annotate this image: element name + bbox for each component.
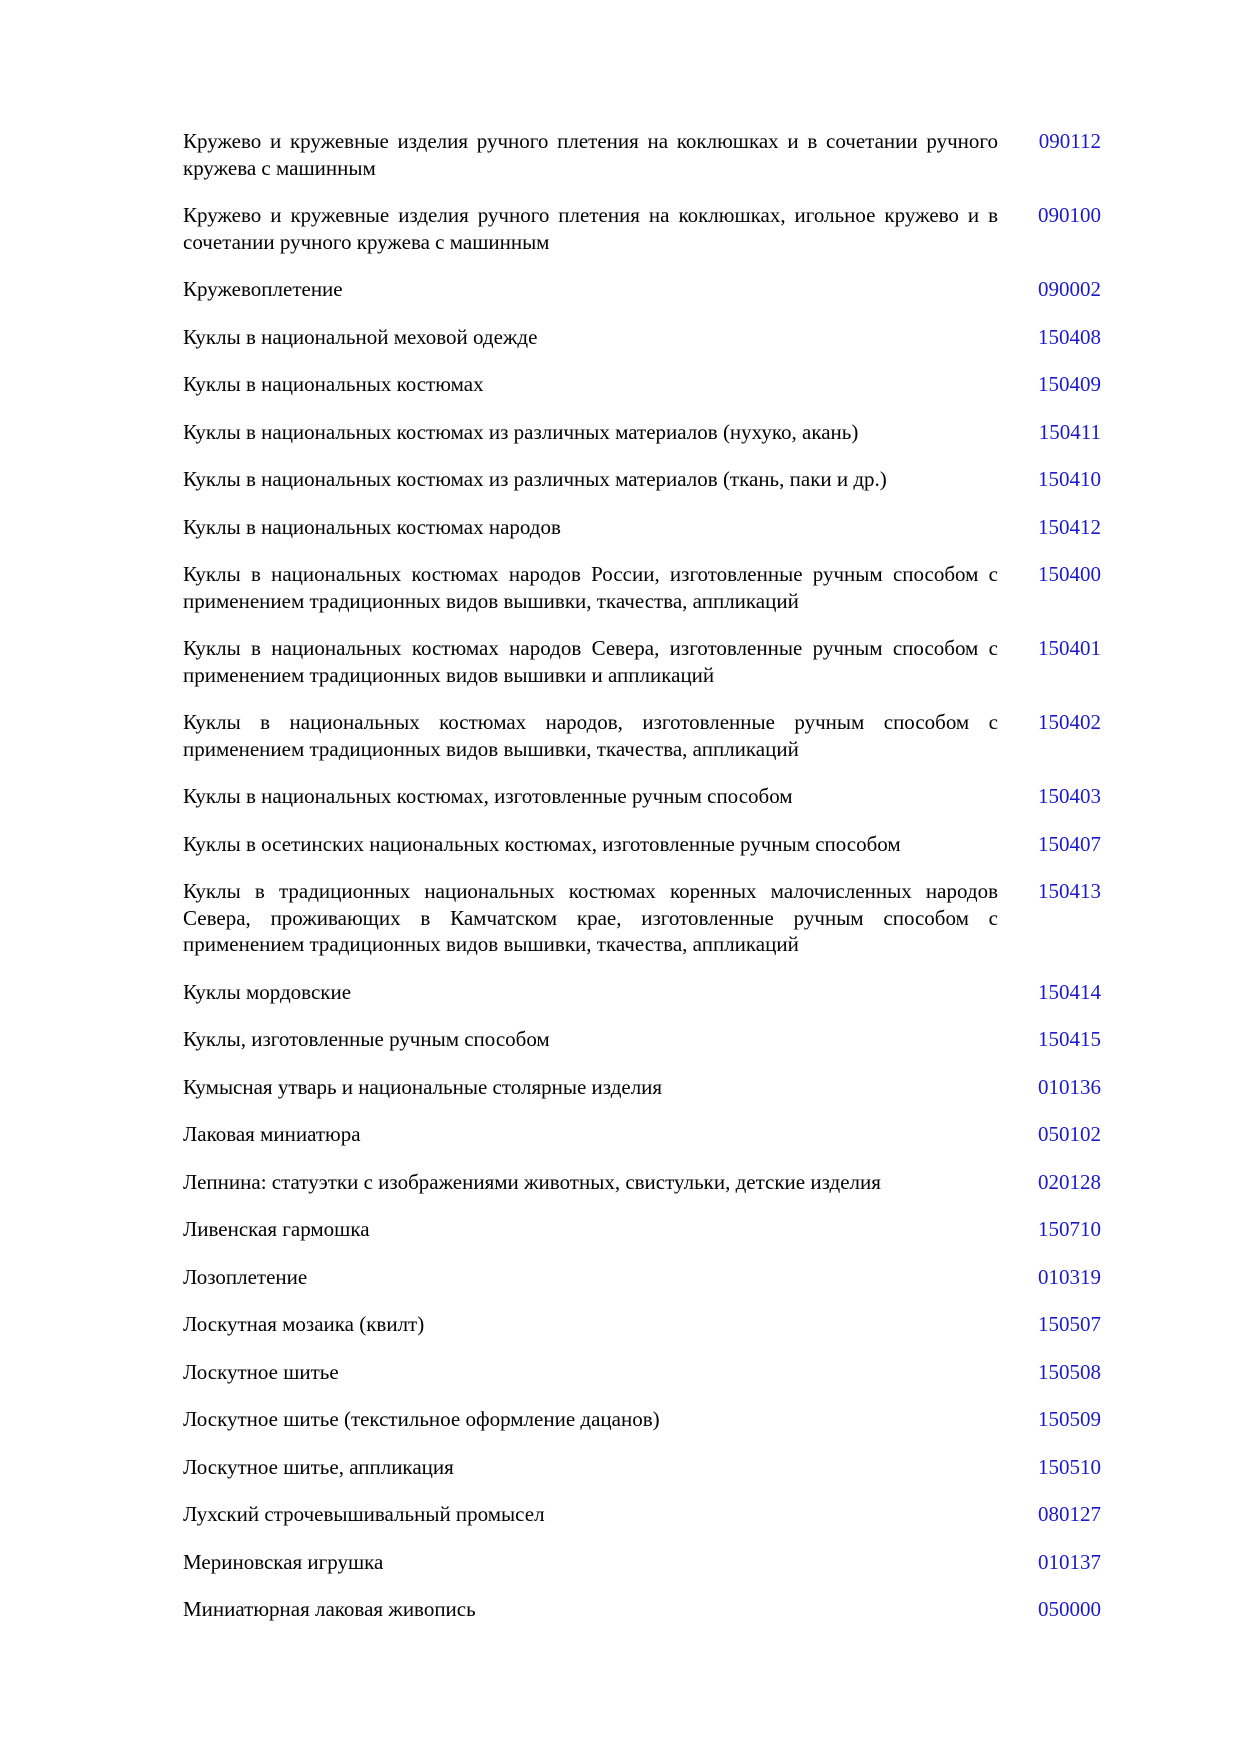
list-item (183, 1264, 1113, 1291)
entry-name: Куклы в национальных костюмах, изготовленные ручным способом (183, 784, 793, 808)
list-item (183, 276, 1113, 303)
list-item (183, 514, 1113, 541)
entry-name: Куклы в осетинских национальных костюмах, изготовленные ручным способом (183, 831, 901, 856)
entry-code-link[interactable]: 010136 (1038, 1074, 1101, 1099)
entry-code-link[interactable]: 150509 (1038, 1407, 1101, 1431)
entry-code-link[interactable]: 080127 (1038, 1502, 1101, 1526)
entry-name: Лоскутное шитье (текстильное оформление дацанов) (183, 1407, 660, 1431)
entry-name: Куклы в национальных костюмах народов, изготовленные ручным способом с применением традиционных видов вышивки, ткачества, аппликаций (183, 710, 998, 761)
entry-code-link[interactable]: 150415 (1038, 1027, 1101, 1051)
entry-code-link[interactable]: 050000 (1038, 1597, 1101, 1621)
entry-name: Куклы в национальных костюмах народов Севера, изготовленные ручным способом с применением традиционных видов вышивки и аппликаций (183, 636, 998, 687)
entry-code-link[interactable]: 150710 (1038, 1217, 1101, 1241)
list-item (183, 1501, 1113, 1528)
list-item (183, 419, 1113, 446)
list-item (183, 561, 1113, 614)
entry-code-link[interactable]: 150507 (1038, 1312, 1101, 1336)
entry-name: Куклы в национальных костюмах народов России, изготовленные ручным способом с применением традиционных видов вышивки, ткачества, аппликаций (183, 562, 998, 613)
entry-name: Ливенская гармошка (183, 1217, 370, 1241)
entry-name: Лухский строчевышивальный промысел (183, 1502, 545, 1526)
list-item (183, 1074, 1113, 1101)
entry-code-link[interactable]: 090112 (1038, 129, 1101, 153)
entry-name: Кружевоплетение (183, 277, 343, 301)
entry-name: Лоскутное шитье, аппликация (183, 1454, 454, 1479)
entry-name: Лепнина: статуэтки с изображениями животных, свистульки, детские изделия (183, 1169, 881, 1194)
entry-code-link[interactable]: 150408 (1038, 324, 1101, 349)
entry-code-link[interactable]: 150510 (1038, 1454, 1101, 1479)
entry-name: Лоскутное шитье (183, 1359, 339, 1384)
entry-code-link[interactable]: 150400 (1038, 562, 1101, 586)
entry-code-link[interactable]: 150508 (1038, 1359, 1101, 1384)
entry-name: Куклы в национальных костюмах народов (183, 514, 561, 539)
list-item (183, 1121, 1113, 1148)
list-item (183, 1216, 1113, 1243)
list-item (183, 979, 1113, 1006)
list-item (183, 1026, 1113, 1053)
list-item (183, 635, 1113, 688)
list-item (183, 128, 1113, 181)
entry-name: Лозоплетение (183, 1264, 308, 1289)
entry-code-link[interactable]: 150403 (1038, 784, 1101, 808)
entry-name: Кружево и кружевные изделия ручного плетения на коклюшках и в сочетании ручного кружева с машинным (183, 129, 998, 180)
entry-code-link[interactable]: 010137 (1038, 1549, 1101, 1574)
list-item (183, 709, 1113, 762)
list-item (183, 466, 1113, 493)
list-item (183, 1359, 1113, 1386)
list-item (183, 324, 1113, 351)
document-page (183, 128, 1113, 1644)
list-item (183, 1169, 1113, 1196)
list-item (183, 371, 1113, 398)
entry-name: Куклы в национальной меховой одежде (183, 324, 538, 349)
list-item (183, 831, 1113, 858)
list-item (183, 1406, 1113, 1433)
entry-code-link[interactable]: 150401 (1038, 636, 1101, 660)
entry-name: Куклы, изготовленные ручным способом (183, 1027, 550, 1051)
entry-name: Кумысная утварь и национальные столярные изделия (183, 1074, 663, 1099)
entry-name: Куклы в национальных костюмах из различных материалов (нухуко, акань) (183, 419, 859, 444)
entry-code-link[interactable]: 020128 (1038, 1169, 1101, 1194)
entry-code-link[interactable]: 150411 (1038, 419, 1101, 444)
list-item (183, 1311, 1113, 1338)
entry-name: Куклы в традиционных национальных костюмах коренных малочисленных народов Севера, проживающих в Камчатском крае, изготовленные ручным способом с применением традиционных видов вышивки, ткачества, аппликаций (183, 879, 998, 956)
entry-code-link[interactable]: 010319 (1038, 1264, 1101, 1289)
entry-name: Куклы в национальных костюмах (183, 372, 484, 396)
entry-code-link[interactable]: 150402 (1038, 710, 1101, 734)
entry-name: Куклы в национальных костюмах из различных материалов (ткань, паки и др.) (183, 467, 887, 491)
entry-code-link[interactable]: 090100 (1038, 203, 1101, 227)
entry-code-link[interactable]: 150413 (1038, 879, 1101, 903)
entry-code-link[interactable]: 150407 (1038, 831, 1101, 856)
entry-name: Лаковая миниатюра (183, 1122, 361, 1146)
entry-code-link[interactable]: 050102 (1038, 1122, 1101, 1146)
list-item (183, 783, 1113, 810)
list-item (183, 878, 1113, 958)
entry-name: Кружево и кружевные изделия ручного плетения на коклюшках, игольное кружево и в сочетании ручного кружева с машинным (183, 203, 998, 254)
entry-name: Куклы мордовские (183, 979, 352, 1004)
list-item (183, 202, 1113, 255)
entry-code-link[interactable]: 150412 (1038, 514, 1101, 539)
list-item (183, 1596, 1113, 1623)
list-item (183, 1454, 1113, 1481)
entry-name: Лоскутная мозаика (квилт) (183, 1312, 425, 1336)
entry-code-link[interactable]: 090002 (1038, 277, 1101, 301)
entry-code-link[interactable]: 150410 (1038, 467, 1101, 491)
entry-name: Мериновская игрушка (183, 1549, 384, 1574)
entry-code-link[interactable]: 150414 (1038, 979, 1101, 1004)
entry-name: Миниатюрная лаковая живопись (183, 1597, 476, 1621)
list-item (183, 1549, 1113, 1576)
entry-code-link[interactable]: 150409 (1038, 372, 1101, 396)
